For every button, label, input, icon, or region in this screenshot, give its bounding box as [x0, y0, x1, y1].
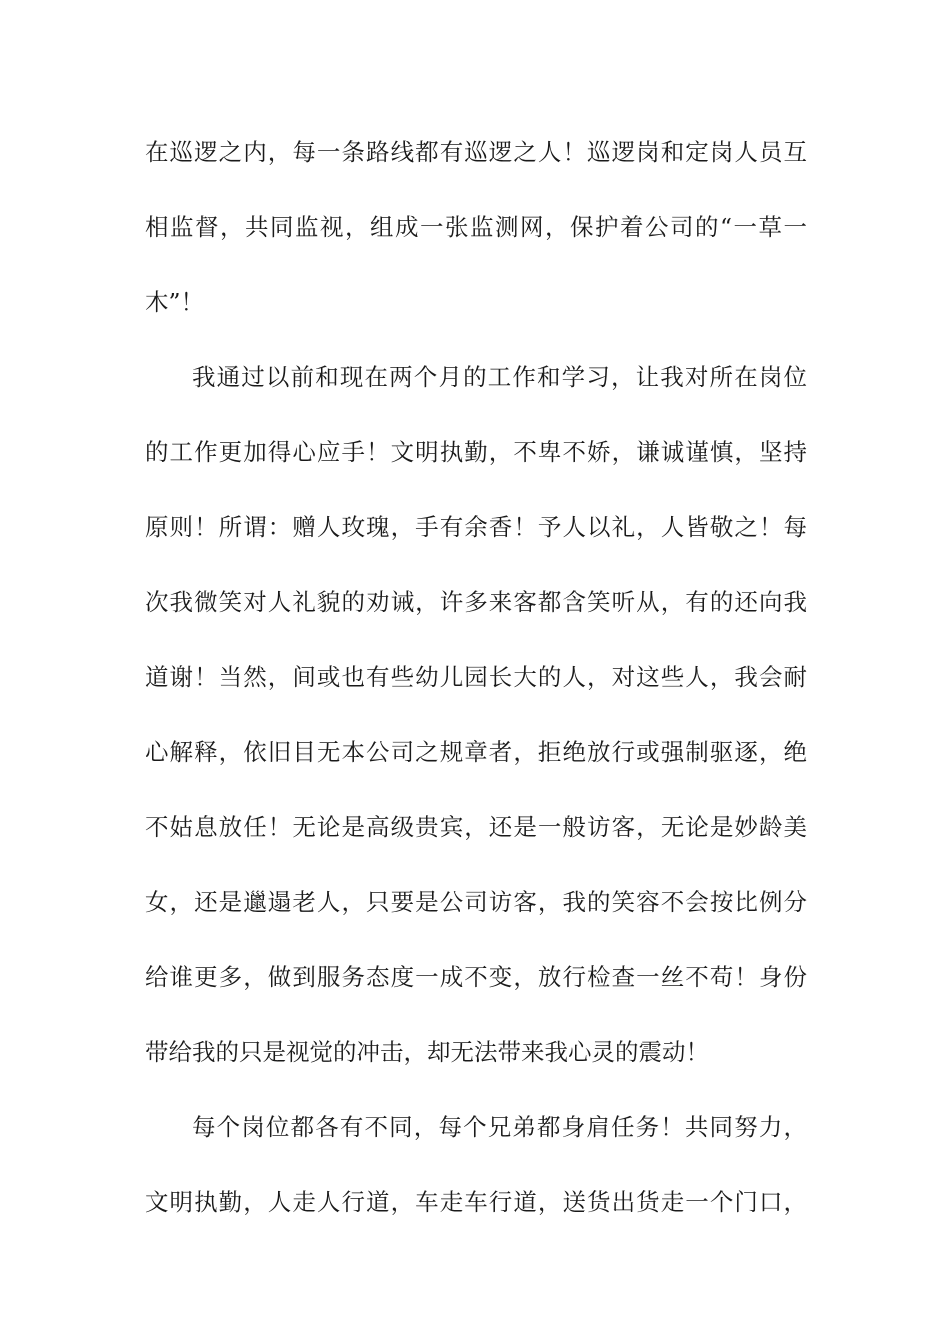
text-line: 带给我的只是视觉的冲击，却无法带来我心灵的震动！: [145, 1038, 709, 1066]
document-body: [145, 130, 807, 1255]
text-line: 女，还是邋遢老人，只要是公司访客，我的笑容不会按比例分: [145, 888, 807, 916]
text-line: 不姑息放任！无论是高级贵宾，还是一般访客，无论是妙龄美: [145, 813, 807, 841]
text-line: 心解释，依旧目无本公司之规章者，拒绝放行或强制驱逐，绝: [145, 738, 807, 766]
text-line: 相监督，共同监视，组成一张监测网，保护着公司的“一草一: [145, 213, 807, 241]
text-line: 的工作更加得心应手！文明执勤，不卑不娇，谦诚谨慎，坚持: [145, 438, 807, 466]
text-line: 次我微笑对人礼貌的劝诫，许多来客都含笑听从，有的还向我: [145, 588, 807, 616]
text-line: 文明执勤，人走人行道，车走车行道，送货出货走一个门口，: [145, 1188, 807, 1216]
text-line: 木”！: [145, 288, 205, 316]
text-line: 道谢！当然，间或也有些幼儿园长大的人，对这些人，我会耐: [145, 663, 807, 691]
text-line: 给谁更多，做到服务态度一成不变，放行检查一丝不苟！身份: [145, 963, 807, 991]
paragraph-first-line: 每个岗位都各有不同，每个兄弟都身肩任务！共同努力，: [192, 1113, 807, 1141]
text-line: 在巡逻之内，每一条路线都有巡逻之人！巡逻岗和定岗人员互: [145, 138, 807, 166]
text-line: 原则！所谓：赠人玫瑰，手有余香！予人以礼，人皆敬之！每: [145, 513, 807, 541]
paragraph-first-line: 我通过以前和现在两个月的工作和学习，让我对所在岗位: [192, 363, 807, 391]
